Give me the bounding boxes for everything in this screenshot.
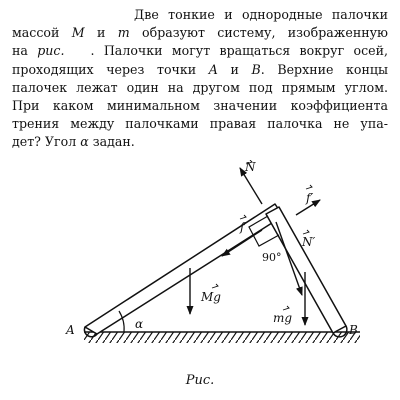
problem-line-7 xyxy=(12,115,388,133)
problem-line-2-text-b: и xyxy=(96,25,106,41)
force-N-label: N xyxy=(245,160,256,174)
force-f-vector-mark xyxy=(240,215,246,219)
angle-alpha-label: α xyxy=(135,317,144,331)
mass-M-symbol: M xyxy=(71,25,85,41)
problem-line-4-text-c: . Верхние концы xyxy=(260,61,389,77)
force-mg-mass: m xyxy=(273,311,285,325)
point-B-symbol: B xyxy=(251,61,261,77)
problem-line-3-text-b: . Палочки могут вращаться вокруг осей, xyxy=(90,43,388,59)
problem-line-2-text-c: образуют систему, изображенную xyxy=(142,25,388,41)
problem-line-1 xyxy=(12,6,388,24)
point-A-label: A xyxy=(66,323,75,337)
problem-line-8 xyxy=(12,133,388,151)
ground-hatching xyxy=(84,332,360,343)
problem-line-5 xyxy=(12,79,388,97)
problem-line-8-text-b: задан. xyxy=(92,134,135,150)
problem-line-3-text-a: на xyxy=(12,43,28,59)
figure-reference: рис. xyxy=(37,43,65,59)
problem-text xyxy=(12,6,388,152)
force-Mg-mass: M xyxy=(201,290,214,304)
force-mg-g: g xyxy=(284,311,293,325)
problem-line-1-text: Две тонкие и однородные палочки xyxy=(134,7,388,22)
ground xyxy=(84,332,360,343)
force-f-prime-vector-mark xyxy=(306,185,312,189)
problem-line-2-text-a: массой xyxy=(12,25,60,41)
force-N-prime-vector-mark xyxy=(303,230,309,234)
problem-line-3 xyxy=(12,42,388,60)
point-A-symbol: A xyxy=(208,61,218,77)
force-f-prime-label: f′ xyxy=(306,191,314,205)
mass-m-symbol: m xyxy=(117,25,130,41)
problem-line-4 xyxy=(12,61,388,79)
force-N-prime-label: N′ xyxy=(302,235,316,249)
problem-line-6-text: При каком минимальном значении коэффициента xyxy=(12,98,388,114)
point-B-label: B xyxy=(349,323,358,337)
force-mg-label xyxy=(273,311,292,325)
force-Mg-g: g xyxy=(213,290,221,304)
force-f-label: f xyxy=(240,220,245,234)
problem-line-4-text-b: и xyxy=(230,61,239,77)
angle-alpha-symbol: α xyxy=(80,134,89,150)
problem-line-4-text-a: проходящих через точки xyxy=(12,61,197,77)
problem-line-6 xyxy=(12,97,388,115)
figure-caption: Рис. xyxy=(185,373,215,388)
rods-diagram xyxy=(0,160,400,370)
force-Mg-label xyxy=(200,290,221,304)
problem-line-8-text-a: дет? Угол xyxy=(12,134,77,150)
left-rod-body xyxy=(85,204,283,334)
right-angle-label: 90° xyxy=(262,251,282,264)
force-Mg-vector-mark xyxy=(212,284,218,288)
force-mg-vector-mark xyxy=(283,306,289,310)
problem-line-5-text: палочек лежат один на другом под прямым углом. xyxy=(12,79,388,95)
problem-line-7-text: трения между палочками правая палочка не упа- xyxy=(12,116,388,132)
problem-line-2 xyxy=(12,24,388,42)
